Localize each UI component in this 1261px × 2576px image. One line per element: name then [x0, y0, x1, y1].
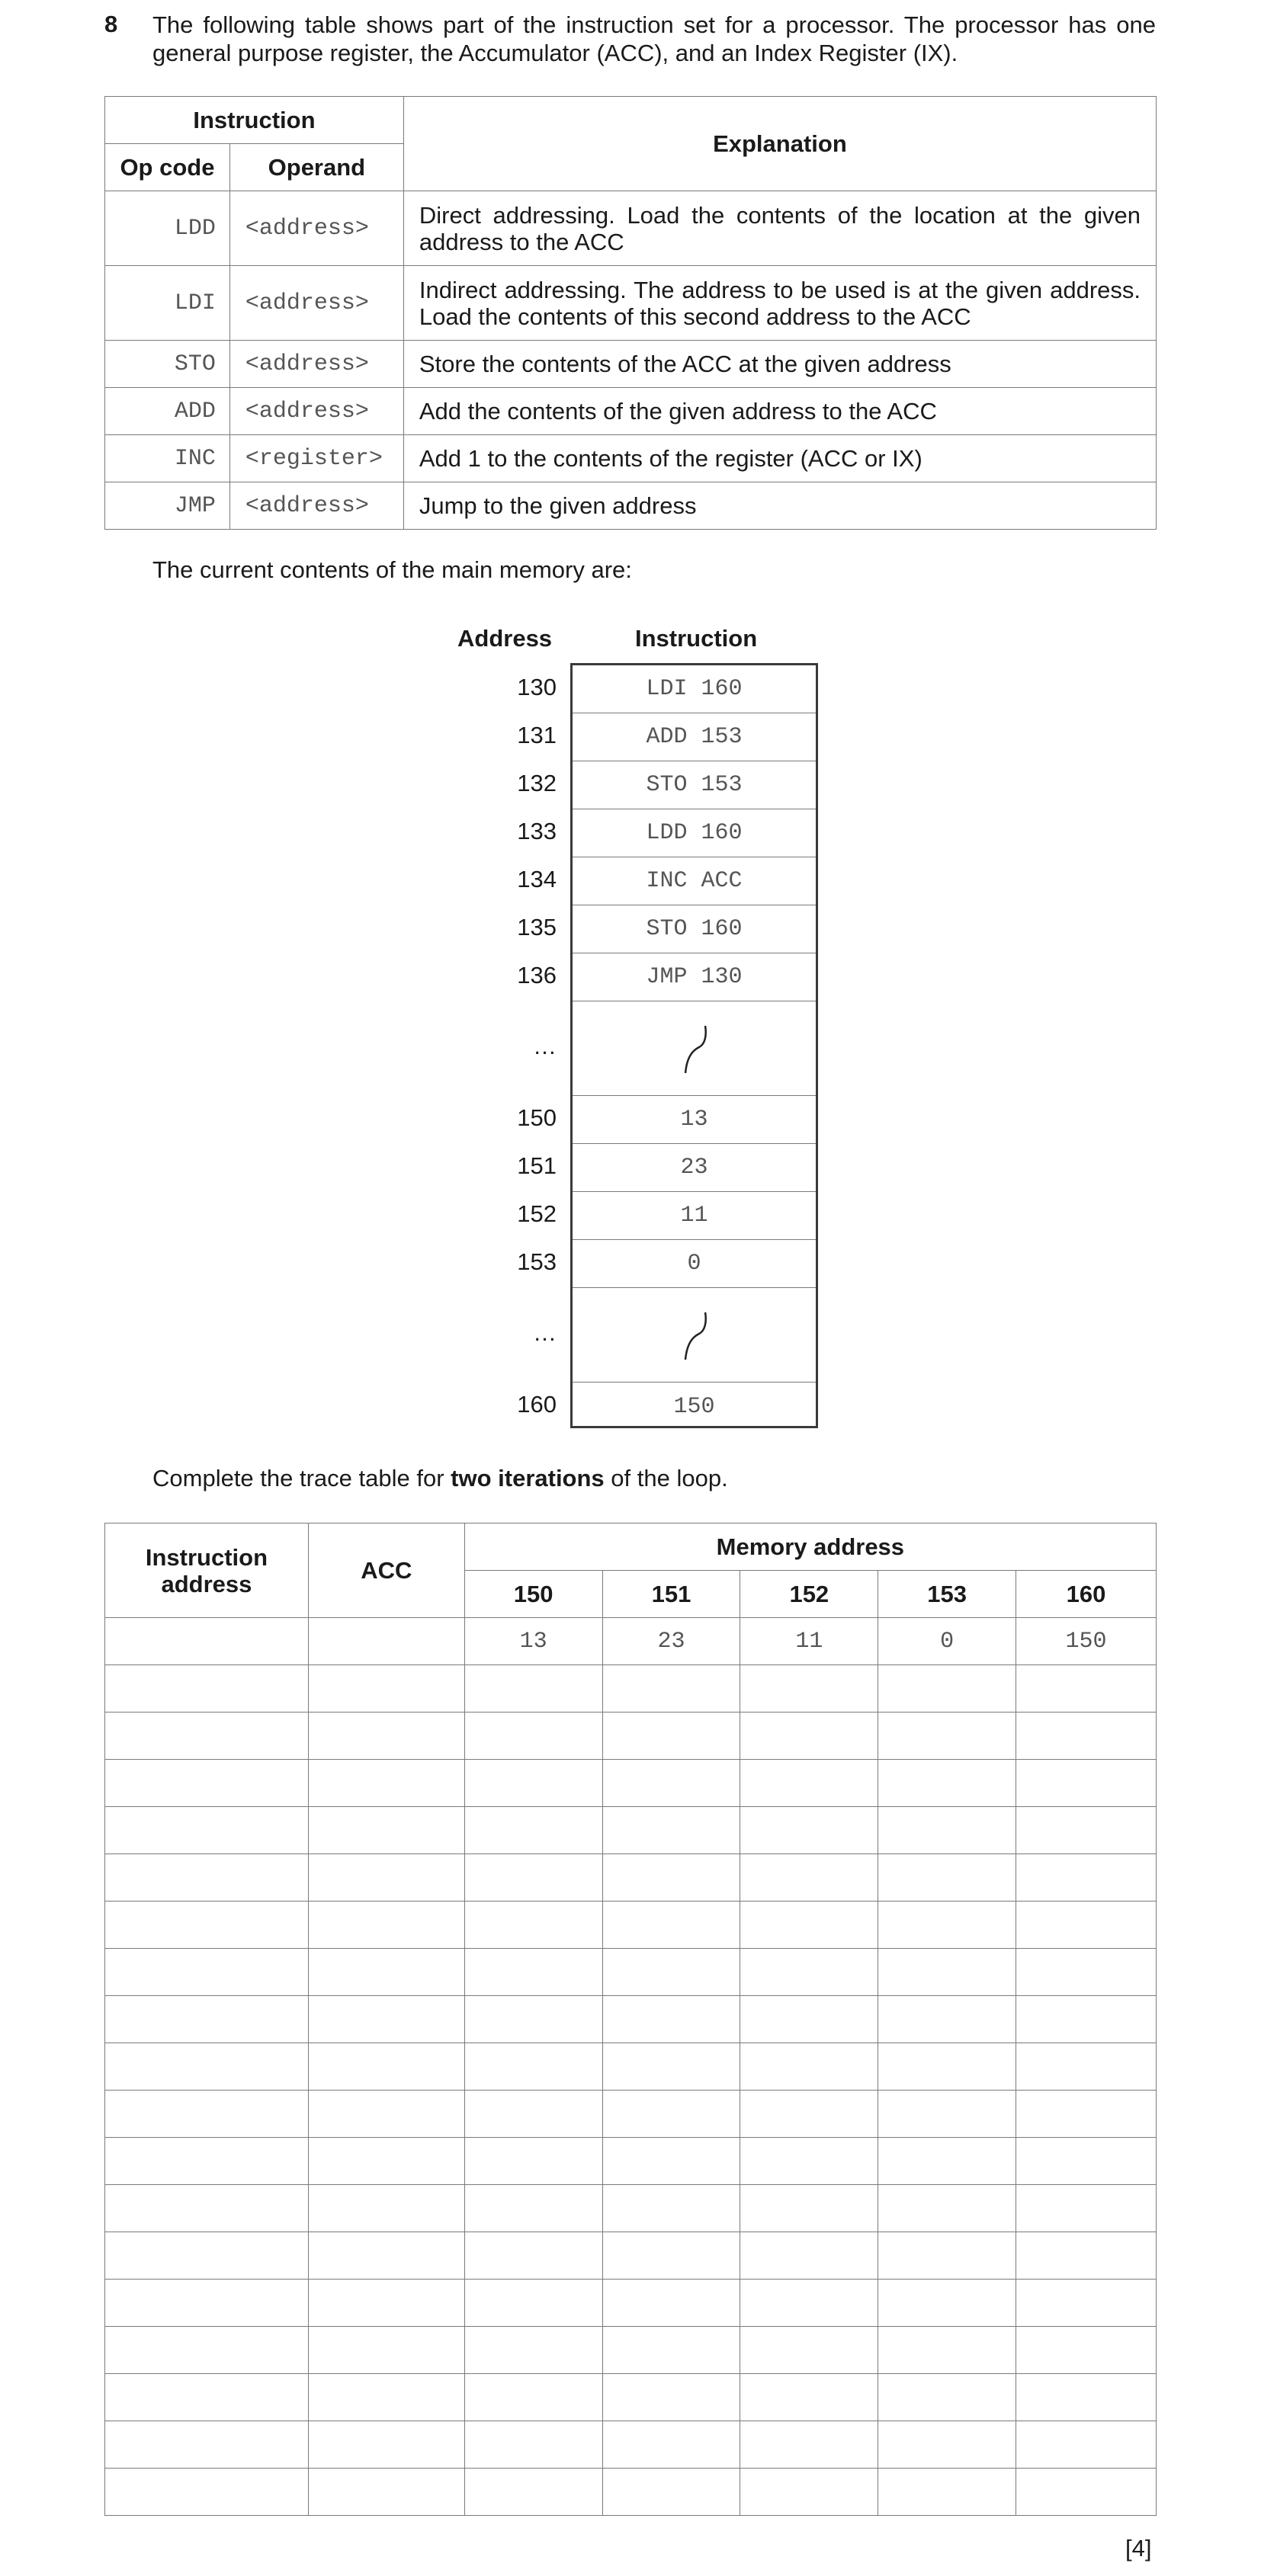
trace-cell-150[interactable] [464, 2185, 602, 2232]
trace-cell-instruction-address[interactable] [105, 1760, 309, 1807]
trace-row [105, 2043, 1157, 2091]
trace-cell-160[interactable] [1016, 1949, 1157, 1996]
trace-cell-acc[interactable] [308, 2232, 464, 2280]
trace-cell-150[interactable] [464, 2469, 602, 2516]
header-instruction-address: Instruction address [105, 1523, 309, 1618]
trace-cell-150[interactable] [464, 1713, 602, 1760]
memory-gap-cell [573, 1288, 816, 1383]
trace-cell-153[interactable] [878, 2185, 1016, 2232]
trace-cell-151[interactable] [602, 1902, 740, 1949]
trace-cell-instruction-address[interactable] [105, 1996, 309, 2043]
trace-cell-acc[interactable] [308, 1760, 464, 1807]
trace-cell-acc[interactable] [308, 1713, 464, 1760]
header-mem-160: 160 [1016, 1571, 1157, 1618]
trace-cell-instruction-address[interactable] [105, 1665, 309, 1713]
trace-cell-151[interactable] [602, 1996, 740, 2043]
opcode-cell: LDD [105, 191, 230, 266]
operand-cell: <address> [229, 341, 403, 388]
trace-row [105, 2327, 1157, 2374]
trace-initial-row [105, 1618, 1157, 1665]
memory-address-label: 135 [517, 913, 557, 940]
trace-cell-instruction-address[interactable] [105, 2043, 309, 2091]
trace-cell-152[interactable] [740, 2374, 878, 2421]
trace-initial-160: 150 [1016, 1618, 1157, 1665]
explanation-cell: Jump to the given address [403, 482, 1156, 530]
trace-cell-153[interactable] [878, 1996, 1016, 2043]
instruction-row [105, 388, 1157, 435]
trace-cell-150[interactable] [464, 1854, 602, 1902]
instruction-row [105, 266, 1157, 341]
trace-row [105, 1760, 1157, 1807]
trace-cell-152[interactable] [740, 1760, 878, 1807]
memory-content-cell: STO 153 [573, 761, 816, 809]
trace-cell-152[interactable] [740, 2421, 878, 2469]
trace-cell-153[interactable] [878, 1949, 1016, 1996]
trace-cell-152[interactable] [740, 2327, 878, 2374]
trace-initial-152: 11 [740, 1618, 878, 1665]
header-explanation: Explanation [403, 97, 1156, 191]
memory-address-ellipsis: … [533, 1033, 557, 1059]
trace-cell-150[interactable] [464, 1949, 602, 1996]
trace-cell-acc[interactable] [308, 1807, 464, 1854]
trace-cell-160[interactable] [1016, 1902, 1157, 1949]
trace-cell-acc[interactable] [308, 1902, 464, 1949]
trace-cell-acc[interactable] [308, 2421, 464, 2469]
trace-cell-150[interactable] [464, 2043, 602, 2091]
trace-cell-153[interactable] [878, 2280, 1016, 2327]
header-opcode: Op code [105, 144, 230, 191]
trace-cell-instruction-address[interactable] [105, 2185, 309, 2232]
trace-cell-acc[interactable] [308, 1949, 464, 1996]
header-mem-151: 151 [602, 1571, 740, 1618]
memory-content-cell: LDI 160 [573, 665, 816, 713]
trace-cell-151[interactable] [602, 1665, 740, 1713]
trace-cell-instruction-address[interactable] [105, 1807, 309, 1854]
trace-cell-151[interactable] [602, 1949, 740, 1996]
trace-cell-160[interactable] [1016, 2043, 1157, 2091]
trace-cell-153[interactable] [878, 1665, 1016, 1713]
trace-cell-acc[interactable] [308, 2091, 464, 2138]
memory-address-label: 151 [517, 1152, 557, 1179]
opcode-cell: INC [105, 435, 230, 482]
trace-cell-instruction-address[interactable] [105, 2327, 309, 2374]
memory-address-label: 134 [517, 865, 557, 892]
trace-cell-152[interactable] [740, 2469, 878, 2516]
trace-row [105, 1807, 1157, 1854]
trace-cell-150[interactable] [464, 1760, 602, 1807]
trace-cell-instruction-address[interactable] [105, 2280, 309, 2327]
memory-header-address: Address [457, 625, 553, 652]
explanation-cell: Add 1 to the contents of the register (ACC or IX) [403, 435, 1156, 482]
memory-content-cell: JMP 130 [573, 953, 816, 1001]
trace-cell-acc[interactable] [308, 1618, 464, 1665]
trace-cell-152[interactable] [740, 1996, 878, 2043]
trace-cell-152[interactable] [740, 1854, 878, 1902]
trace-row [105, 2091, 1157, 2138]
header-memory-address: Memory address [464, 1523, 1156, 1571]
trace-row [105, 2421, 1157, 2469]
trace-cell-151[interactable] [602, 2469, 740, 2516]
operand-cell: <address> [229, 191, 403, 266]
trace-cell-instruction-address[interactable] [105, 2138, 309, 2185]
trace-cell-160[interactable] [1016, 1854, 1157, 1902]
instruction-set-table [104, 96, 1157, 530]
trace-cell-150[interactable] [464, 2421, 602, 2469]
trace-cell-acc[interactable] [308, 1996, 464, 2043]
header-acc: ACC [308, 1523, 464, 1618]
trace-cell-instruction-address[interactable] [105, 1949, 309, 1996]
trace-cell-150[interactable] [464, 2280, 602, 2327]
trace-cell-151[interactable] [602, 2138, 740, 2185]
trace-cell-150[interactable] [464, 1902, 602, 1949]
trace-cell-153[interactable] [878, 1854, 1016, 1902]
break-symbol-icon [672, 1018, 717, 1079]
marks-label: [4] [1125, 2535, 1152, 2562]
trace-cell-acc[interactable] [308, 2469, 464, 2516]
instruction-row [105, 341, 1157, 388]
trace-cell-153[interactable] [878, 1902, 1016, 1949]
trace-cell-acc[interactable] [308, 1665, 464, 1713]
trace-cell-instruction-address[interactable] [105, 2374, 309, 2421]
opcode-cell: ADD [105, 388, 230, 435]
trace-cell-150[interactable] [464, 1665, 602, 1713]
trace-cell-160[interactable] [1016, 2185, 1157, 2232]
trace-cell-153[interactable] [878, 1713, 1016, 1760]
trace-cell-153[interactable] [878, 2421, 1016, 2469]
trace-cell-150[interactable] [464, 2138, 602, 2185]
trace-cell-152[interactable] [740, 1713, 878, 1760]
trace-cell-acc[interactable] [308, 2280, 464, 2327]
trace-cell-153[interactable] [878, 2043, 1016, 2091]
trace-cell-160[interactable] [1016, 2280, 1157, 2327]
trace-row [105, 2138, 1157, 2185]
memory-address-label: 160 [517, 1390, 557, 1418]
trace-cell-acc[interactable] [308, 2185, 464, 2232]
trace-cell-acc[interactable] [308, 2374, 464, 2421]
opcode-cell: LDI [105, 266, 230, 341]
trace-cell-instruction-address[interactable] [105, 1902, 309, 1949]
memory-content-cell: 150 [673, 1393, 715, 1420]
trace-cell-acc[interactable] [308, 1854, 464, 1902]
trace-cell-151[interactable] [602, 2327, 740, 2374]
trace-cell-152[interactable] [740, 2185, 878, 2232]
trace-cell-acc[interactable] [308, 2138, 464, 2185]
header-instruction: Instruction [105, 97, 404, 144]
trace-cell-153[interactable] [878, 2469, 1016, 2516]
instruction-row [105, 191, 1157, 266]
memory-address-label: 130 [517, 673, 557, 700]
trace-intro-text [152, 1465, 728, 1492]
trace-cell-instruction-address[interactable] [105, 2469, 309, 2516]
trace-row [105, 2469, 1157, 2516]
trace-cell-151[interactable] [602, 2043, 740, 2091]
trace-cell-153[interactable] [878, 1807, 1016, 1854]
trace-cell-150[interactable] [464, 2374, 602, 2421]
trace-row [105, 2374, 1157, 2421]
trace-cell-152[interactable] [740, 1949, 878, 1996]
trace-cell-160[interactable] [1016, 1807, 1157, 1854]
trace-cell-160[interactable] [1016, 1665, 1157, 1713]
memory-address-ellipsis: … [533, 1319, 557, 1346]
trace-row [105, 1949, 1157, 1996]
trace-cell-instruction-address[interactable] [105, 2091, 309, 2138]
trace-cell-152[interactable] [740, 2280, 878, 2327]
memory-content-cell: INC ACC [573, 857, 816, 905]
memory-address-label: 133 [517, 817, 557, 844]
trace-row [105, 1665, 1157, 1713]
memory-content-cell: 13 [573, 1096, 816, 1144]
trace-cell-acc[interactable] [308, 2327, 464, 2374]
trace-cell-152[interactable] [740, 1807, 878, 1854]
memory-address-label: 150 [517, 1104, 557, 1131]
trace-cell-151[interactable] [602, 2232, 740, 2280]
trace-cell-instruction-address[interactable] [105, 1618, 309, 1665]
trace-cell-151[interactable] [602, 2374, 740, 2421]
trace-cell-152[interactable] [740, 1665, 878, 1713]
trace-cell-151[interactable] [602, 1807, 740, 1854]
explanation-cell: Add the contents of the given address to the ACC [403, 388, 1156, 435]
memory-content-cell: 11 [573, 1192, 816, 1240]
memory-intro-text: The current contents of the main memory are: [152, 556, 632, 583]
operand-cell: <address> [229, 266, 403, 341]
trace-intro-after: of the loop. [604, 1465, 728, 1491]
trace-table [104, 1523, 1157, 2516]
break-symbol-icon [672, 1305, 717, 1366]
trace-cell-150[interactable] [464, 2091, 602, 2138]
trace-initial-150: 13 [464, 1618, 602, 1665]
trace-cell-160[interactable] [1016, 2138, 1157, 2185]
trace-cell-151[interactable] [602, 2091, 740, 2138]
question-text: The following table shows part of the instruction set for a processor. The processor has one general purpose register, the Accumulator (ACC), and an Index Register (IX). [152, 11, 1156, 66]
trace-cell-153[interactable] [878, 2138, 1016, 2185]
trace-cell-instruction-address[interactable] [105, 1854, 309, 1902]
opcode-cell: JMP [105, 482, 230, 530]
memory-address-label: 132 [517, 769, 557, 796]
memory-address-label: 152 [517, 1200, 557, 1227]
operand-cell: <address> [229, 482, 403, 530]
trace-row [105, 2185, 1157, 2232]
trace-cell-151[interactable] [602, 1854, 740, 1902]
instruction-row [105, 482, 1157, 530]
trace-row [105, 2232, 1157, 2280]
trace-intro-bold: two iterations [451, 1465, 605, 1491]
trace-cell-151[interactable] [602, 2185, 740, 2232]
question-number: 8 [104, 11, 118, 37]
trace-cell-instruction-address[interactable] [105, 2421, 309, 2469]
header-mem-153: 153 [878, 1571, 1016, 1618]
trace-cell-150[interactable] [464, 1996, 602, 2043]
instruction-row [105, 435, 1157, 482]
memory-content-cell: 23 [573, 1144, 816, 1192]
memory-contents-box [570, 663, 818, 1428]
operand-cell: <register> [229, 435, 403, 482]
trace-row [105, 1902, 1157, 1949]
trace-cell-instruction-address[interactable] [105, 1713, 309, 1760]
trace-cell-150[interactable] [464, 2232, 602, 2280]
memory-content-cell: STO 160 [573, 905, 816, 953]
operand-cell: <address> [229, 388, 403, 435]
trace-cell-160[interactable] [1016, 2091, 1157, 2138]
trace-cell-150[interactable] [464, 1807, 602, 1854]
memory-address-label: 131 [517, 721, 557, 748]
trace-cell-acc[interactable] [308, 2043, 464, 2091]
trace-row [105, 1996, 1157, 2043]
memory-address-label: 136 [517, 961, 557, 988]
memory-address-label: 153 [517, 1248, 557, 1275]
trace-cell-153[interactable] [878, 2374, 1016, 2421]
header-mem-152: 152 [740, 1571, 878, 1618]
explanation-cell: Direct addressing. Load the contents of the location at the given address to the ACC [403, 191, 1156, 266]
trace-cell-153[interactable] [878, 2232, 1016, 2280]
trace-initial-151: 23 [602, 1618, 740, 1665]
trace-row [105, 1713, 1157, 1760]
trace-cell-152[interactable] [740, 2043, 878, 2091]
trace-row [105, 1854, 1157, 1902]
trace-cell-151[interactable] [602, 1713, 740, 1760]
opcode-cell: STO [105, 341, 230, 388]
trace-cell-151[interactable] [602, 2280, 740, 2327]
explanation-cell: Store the contents of the ACC at the given address [403, 341, 1156, 388]
trace-cell-151[interactable] [602, 2421, 740, 2469]
trace-cell-152[interactable] [740, 2232, 878, 2280]
trace-intro-before: Complete the trace table for [152, 1465, 451, 1491]
trace-cell-160[interactable] [1016, 2232, 1157, 2280]
trace-cell-160[interactable] [1016, 2327, 1157, 2374]
trace-row [105, 2280, 1157, 2327]
trace-cell-160[interactable] [1016, 2469, 1157, 2516]
trace-cell-160[interactable] [1016, 1713, 1157, 1760]
trace-cell-160[interactable] [1016, 1760, 1157, 1807]
trace-cell-152[interactable] [740, 2138, 878, 2185]
trace-cell-151[interactable] [602, 1760, 740, 1807]
trace-cell-153[interactable] [878, 1760, 1016, 1807]
memory-content-cell: LDD 160 [573, 809, 816, 857]
trace-cell-160[interactable] [1016, 2421, 1157, 2469]
trace-cell-150[interactable] [464, 2327, 602, 2374]
memory-header-instruction: Instruction [635, 625, 758, 652]
trace-initial-153: 0 [878, 1618, 1016, 1665]
trace-cell-152[interactable] [740, 2091, 878, 2138]
memory-content-cell: ADD 153 [573, 713, 816, 761]
trace-cell-153[interactable] [878, 2091, 1016, 2138]
trace-cell-160[interactable] [1016, 1996, 1157, 2043]
trace-cell-160[interactable] [1016, 2374, 1157, 2421]
header-mem-150: 150 [464, 1571, 602, 1618]
memory-content-cell: 0 [573, 1240, 816, 1288]
explanation-cell: Indirect addressing. The address to be used is at the given address. Load the contents of this second address to the ACC [403, 266, 1156, 341]
header-operand: Operand [229, 144, 403, 191]
trace-cell-152[interactable] [740, 1902, 878, 1949]
trace-cell-instruction-address[interactable] [105, 2232, 309, 2280]
memory-gap-cell [573, 1001, 816, 1096]
trace-cell-153[interactable] [878, 2327, 1016, 2374]
